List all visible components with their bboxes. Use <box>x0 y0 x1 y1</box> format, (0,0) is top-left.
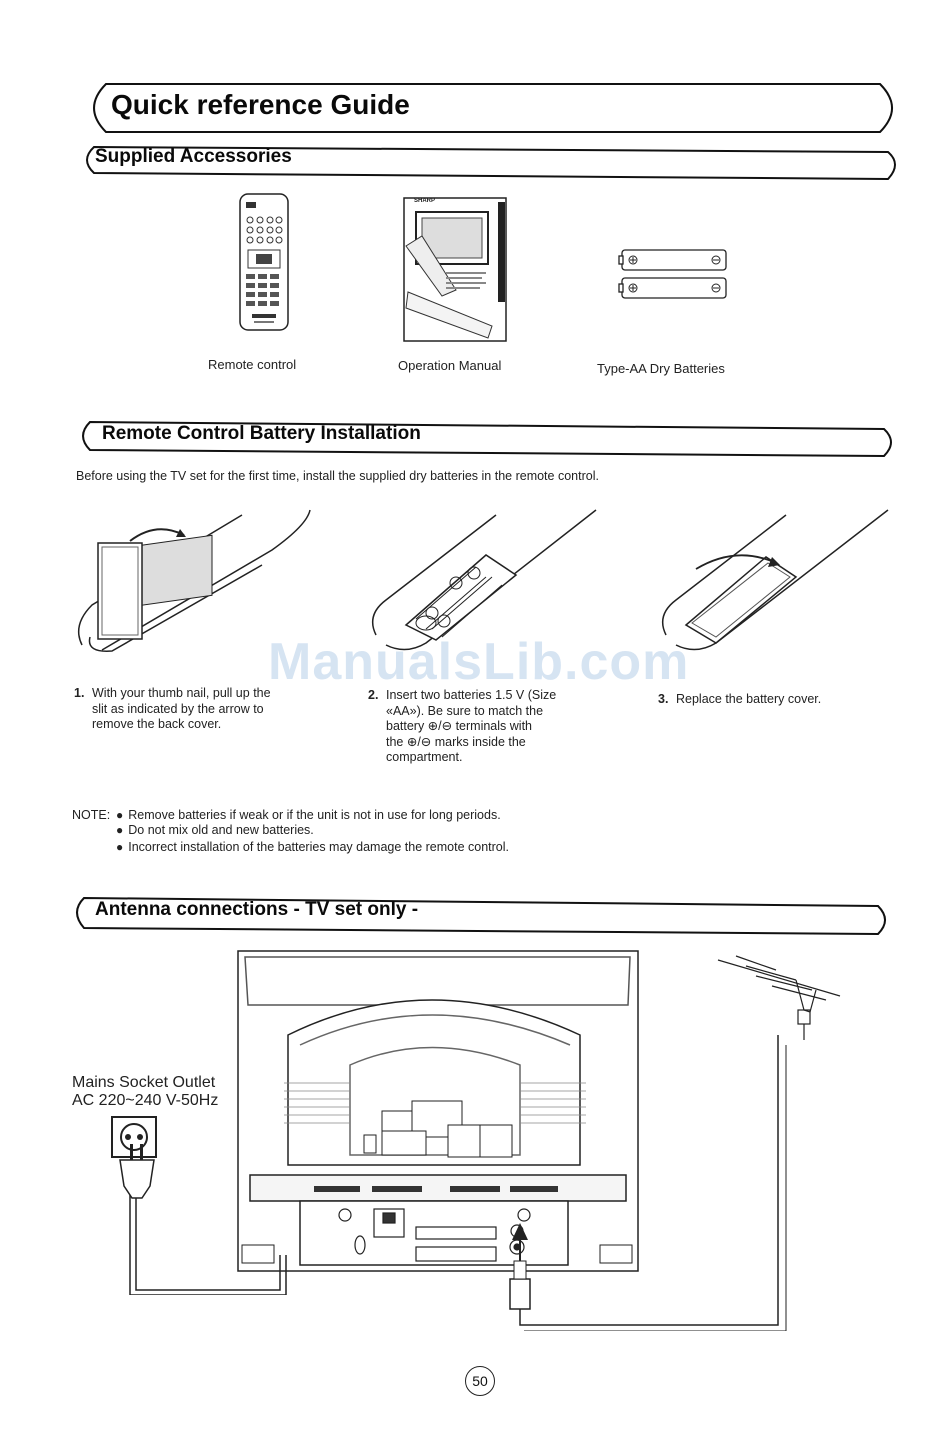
antenna-banner <box>70 896 900 938</box>
step-1-line: remove the back cover. <box>92 717 222 731</box>
step-1-line: With your thumb nail, pull up the <box>92 686 271 700</box>
step-2-number: 2. <box>368 688 379 702</box>
page-number-text: 50 <box>472 1373 488 1389</box>
note-item <box>116 823 314 837</box>
manual-booklet-icon <box>402 196 510 344</box>
step-1-line: slit as indicated by the arrow to <box>92 701 264 716</box>
step-2-line: Insert two batteries 1.5 V (Size <box>386 688 557 702</box>
step-1-number: 1. <box>74 686 85 700</box>
step-2-line: battery ⊕/⊖ terminals with <box>386 719 532 733</box>
battery-installation-banner <box>74 420 904 460</box>
page-title: Quick reference Guide <box>111 89 410 120</box>
note-text: Incorrect installation of the batteries may damage the remote control. <box>128 840 509 854</box>
step-2-line: the ⊕/⊖ marks inside the <box>386 734 526 749</box>
antenna-cable <box>500 1035 790 1331</box>
note-item <box>116 840 509 854</box>
step-3 <box>658 692 888 712</box>
note-item <box>116 808 501 822</box>
replace-cover-illustration <box>656 505 896 655</box>
accessories-banner <box>78 144 908 182</box>
operation-manual-caption: Operation Manual <box>398 358 502 373</box>
bullet-icon: ● <box>116 840 124 854</box>
battery-installation-intro: Before using the TV set for the first time, install the supplied dry batteries in the remote control. <box>76 469 599 483</box>
step-2-line: compartment. <box>386 750 463 764</box>
bullet-icon: ● <box>116 823 124 837</box>
battery-icon <box>618 246 732 304</box>
remote-control-icon <box>236 192 292 334</box>
note-label: NOTE: <box>72 808 111 822</box>
battery-installation-heading: Remote Control Battery Installation <box>102 423 421 444</box>
step-2-line: «AA»). Be sure to match the <box>386 703 544 718</box>
manual-brand: SHARP <box>414 198 436 204</box>
step-1 <box>74 686 314 746</box>
step-3-line: Replace the battery cover. <box>676 692 822 706</box>
antenna-heading: Antenna connections - TV set only - <box>95 899 419 920</box>
remote-control-caption: Remote control <box>208 357 297 372</box>
batteries-caption: Type-AA Dry Batteries <box>597 361 725 376</box>
mains-socket-line-2: AC 220~240 V-50Hz <box>72 1092 219 1109</box>
title-banner <box>78 80 908 136</box>
mains-plug-icon <box>116 1142 160 1200</box>
note-text: Do not mix old and new batteries. <box>128 823 314 837</box>
accessories-heading: Supplied Accessories <box>95 146 292 167</box>
mains-socket-line-1: Mains Socket Outlet <box>72 1074 216 1091</box>
step-2 <box>368 688 598 768</box>
watermark: ManualsLib.com <box>268 633 690 691</box>
outdoor-antenna-icon <box>716 950 846 1040</box>
bullet-icon: ● <box>116 808 124 822</box>
page-number <box>465 1366 495 1396</box>
note-text: Remove batteries if weak or if the unit is not in use for long periods. <box>128 808 501 822</box>
step-3-number: 3. <box>658 692 669 706</box>
